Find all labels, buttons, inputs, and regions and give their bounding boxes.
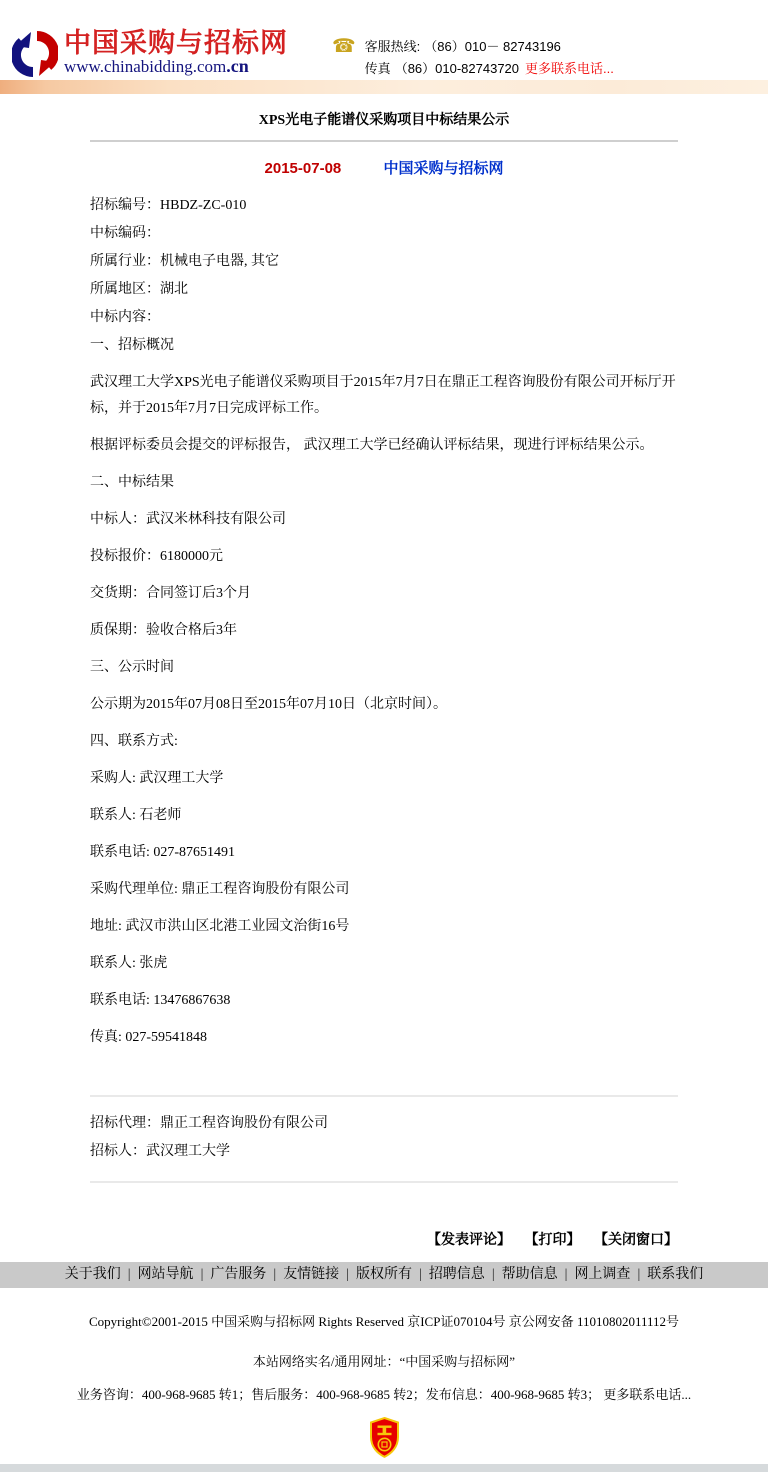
fax-line [365,58,614,80]
paragraph: 地址: 武汉市洪山区北港工业园文治街16号 [90,919,350,934]
footer-nav-link-1[interactable]: 网站导航 [137,1267,194,1282]
title-divider [90,140,678,142]
footer-nav [0,1262,768,1288]
article-source-link[interactable]: 中国采购与招标网 [383,160,504,177]
trailer-divider-top [90,1095,678,1097]
footer-nav-link-0[interactable]: 关于我们 [64,1267,121,1282]
logo-url [64,56,288,77]
paragraph: 联系电话: 027-87651491 [90,845,236,860]
nav-separator: | [491,1267,495,1282]
paragraph: 四、联系方式: [90,734,178,749]
badge-container [0,1417,768,1458]
site-header [0,0,768,80]
paragraph: 中标内容： [90,310,160,325]
phone-icon: ☎ [332,35,356,57]
dateline [90,157,678,178]
nav-separator: | [637,1267,641,1282]
hotline-label: 客服热线: [364,39,421,54]
footer-nav-link-7[interactable]: 网上调查 [574,1267,631,1282]
paragraph: 联系人: 石老师 [90,808,182,823]
gongshang-shield-badge-icon[interactable] [369,1417,400,1458]
logo-url-suffix: .cn [226,56,249,76]
paragraph: 采购代理单位: 鼎正工程咨询股份有限公司 [90,882,350,897]
hotline-line [365,36,614,58]
paragraph: 联系人: 张虎 [90,956,168,971]
paragraph: 所属行业：机械电子电器, 其它 [90,254,279,269]
article-trailer [90,1111,678,1165]
paragraph: 交货期：合同签订后3个月 [90,586,251,601]
article [90,109,678,1249]
nav-separator: | [346,1267,349,1282]
paragraph: 联系电话: 13476867638 [90,993,231,1008]
paragraph: 中标人：武汉米林科技有限公司 [90,512,286,527]
paragraph: 公示期为2015年07月08日至2015年07月10日（北京时间）。 [90,697,447,712]
footer-nav-link-2[interactable]: 广告服务 [210,1267,267,1282]
trailer-divider-bottom [90,1181,678,1183]
logo-text [64,30,288,77]
bottom-bar [0,1464,768,1472]
paragraph: 二、中标结果 [90,475,174,490]
nav-separator: | [419,1267,422,1282]
footer-nav-link-4[interactable]: 版权所有 [356,1267,412,1282]
print-button[interactable]: 【打印】 [524,1233,581,1248]
nav-separator: | [200,1267,204,1282]
logo-url-main: www.chinabidding.com [64,57,227,76]
paragraph: 三、公示时间 [90,660,174,675]
logo-arrows-icon [12,31,58,77]
header-contact [332,30,614,80]
paragraph: 招标编号：HBDZ-ZC-010 [90,198,247,213]
paragraph: 传真: 027-59541848 [90,1030,208,1045]
footer-nav-link-3[interactable]: 友情链接 [283,1267,340,1282]
article-body [90,333,678,1051]
article-meta [90,193,678,331]
footer-nav-link-5[interactable]: 招聘信息 [428,1267,485,1282]
close-window-button[interactable]: 【关闭窗口】 [594,1233,678,1248]
site-footer [0,1312,768,1472]
copyright-line: Copyright©2001-2015 中国采购与招标网 Rights Reserved 京ICP证070104号 京公网安备 11010802011112号 [88,1314,680,1329]
post-comment-button[interactable]: 【发表评论】 [427,1233,511,1248]
footer-nav-link-6[interactable]: 帮助信息 [501,1267,558,1282]
footer-nav-link-8[interactable]: 联系我们 [647,1267,704,1282]
article-date: 2015-07-08 [264,160,342,177]
nav-separator: | [273,1267,277,1282]
paragraph: 投标报价：6180000元 [90,549,223,564]
realname-line: 本站网络实名/通用网址：“中国采购与招标网” [252,1354,516,1369]
service-phone-line: 业务咨询：400-968-9685 转1；售后服务：400-968-9685 转2；发布信息：400-968-9685 转3； 更多联系电话... [76,1387,692,1402]
fax-label: 传真 [364,61,391,76]
site-logo[interactable] [12,30,288,77]
paragraph: 武汉理工大学XPS光电子能谱仪采购项目于2015年7月7日在鼎正工程咨询股份有限公司开标厅开标，并于2015年7月7日完成评标工作。 [90,375,676,416]
paragraph: 招标代理：鼎正工程咨询股份有限公司 [90,1116,328,1131]
fax-value: （86）010-82743720 [394,61,520,76]
logo-title: 中国采购与招标网 [64,28,288,58]
paragraph: 一、招标概况 [90,338,174,353]
paragraph: 中标编码： [90,226,160,241]
paragraph: 采购人: 武汉理工大学 [90,771,224,786]
paragraph: 招标人：武汉理工大学 [90,1144,230,1159]
article-actions [90,1229,678,1249]
contact-lines [365,36,614,80]
paragraph: 根据评标委员会提交的评标报告， 武汉理工大学已经确认评标结果，现进行评标结果公示。 [90,438,654,453]
nav-separator: | [564,1267,568,1282]
paragraph: 质保期：验收合格后3年 [90,623,237,638]
paragraph: 所属地区：湖北 [90,282,188,297]
hotline-value: （86）010－ 82743196 [424,39,561,54]
article-title: XPS光电子能谱仪采购项目中标结果公示 [258,113,510,128]
more-contacts-link[interactable]: 更多联系电话... [525,61,614,76]
header-divider-bar [0,80,768,94]
nav-separator: | [127,1267,131,1282]
